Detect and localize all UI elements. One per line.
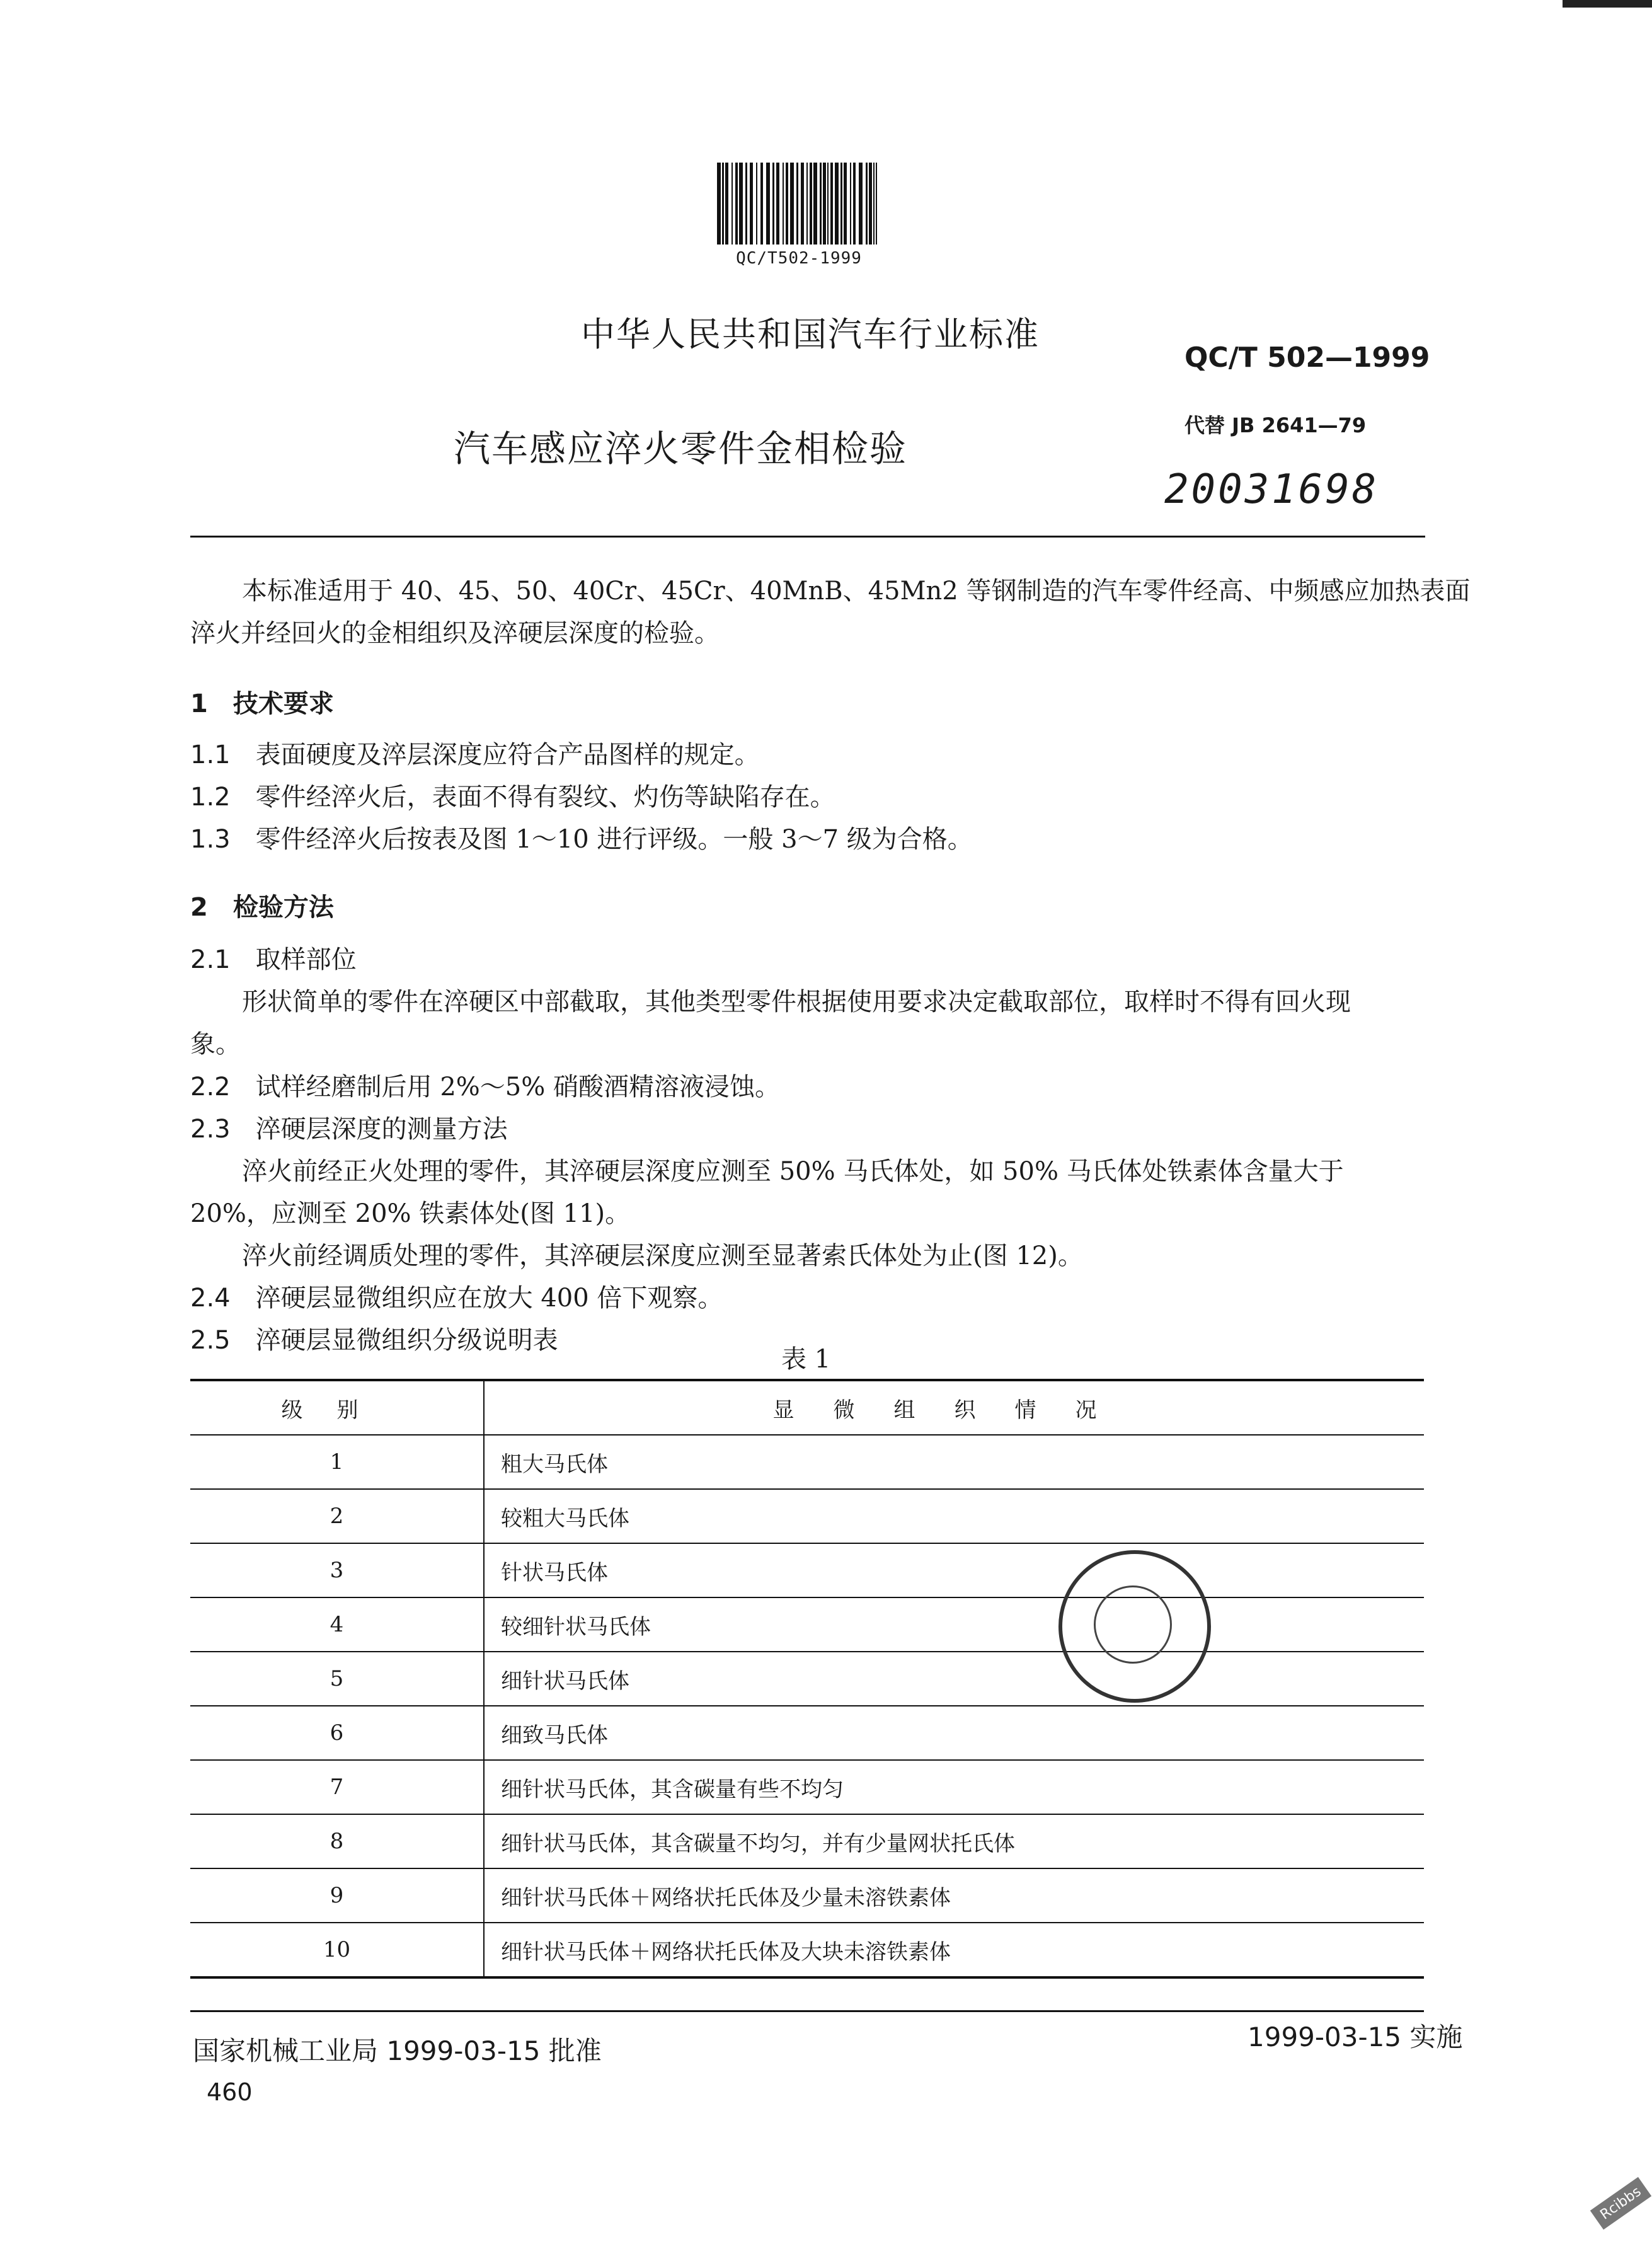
seal-stamp (1058, 1550, 1211, 1703)
item-text: 表面硬度及淬层深度应符合产品图样的规定。 (255, 740, 760, 769)
item-num: 2.4 (190, 1284, 231, 1313)
item-2-2 (190, 1065, 780, 1109)
cell-description: 较粗大马氏体 (484, 1489, 1424, 1543)
cell-level: 7 (190, 1760, 484, 1814)
cell-description: 针状马氏体 (484, 1543, 1424, 1597)
item-num: 2.1 (190, 945, 231, 974)
cell-level: 6 (190, 1706, 484, 1760)
cell-level: 10 (190, 1923, 484, 1977)
table-title: 表 1 (781, 1345, 831, 1374)
barcode-text: QC/T502-1999 (736, 249, 862, 268)
section-1-heading: 1 技术要求 (190, 689, 334, 718)
cell-description: 细致马氏体 (484, 1706, 1424, 1760)
cell-description: 粗大马氏体 (484, 1435, 1424, 1489)
standard-type: 中华人民共和国汽车行业标准 (581, 314, 1040, 354)
item-num: 2.3 (190, 1115, 231, 1144)
cell-description: 细针状马氏体，其含碳量不均匀，并有少量网状托氏体 (484, 1814, 1424, 1868)
item-2-1 (190, 938, 357, 982)
item-num: 2.5 (190, 1326, 231, 1355)
cell-level: 8 (190, 1814, 484, 1868)
intro-line-1: 本标准适用于 40、45、50、40Cr、45Cr、40MnB、45Mn2 等钢制造的汽车零件经高、中频感应加热表面 (242, 577, 1471, 606)
table-row (190, 1652, 1424, 1706)
item-2-4 (190, 1276, 723, 1320)
item-title: 淬硬层深度的测量方法 (255, 1115, 508, 1144)
cell-description: 细针状马氏体＋网络状托氏体及少量未溶铁素体 (484, 1868, 1424, 1923)
implementation-date: 1999-03-15 实施 (1248, 2022, 1463, 2052)
cell-description: 较细针状马氏体 (484, 1597, 1424, 1652)
table-row (190, 1760, 1424, 1814)
approval-note: 国家机械工业局 1999-03-15 批准 (193, 2035, 602, 2066)
item-title: 取样部位 (255, 945, 357, 974)
grading-table (190, 1379, 1424, 1979)
doc-number: QC/T 502—1999 (1185, 342, 1430, 374)
handwritten-number: 20031698 (1164, 466, 1379, 513)
table-row (190, 1706, 1424, 1760)
item-num: 1.2 (190, 783, 231, 812)
table-row (190, 1597, 1424, 1652)
item-1-1 (190, 733, 760, 777)
header-level: 级别 (190, 1380, 484, 1435)
table-row (190, 1543, 1424, 1597)
header-description: 显微组织情况 (484, 1380, 1424, 1435)
item-2-3-line-3: 淬火前经调质处理的零件，其淬硬层深度应测至显著索氏体处为止(图 12)。 (242, 1241, 1083, 1270)
table-row (190, 1435, 1424, 1489)
cell-level: 5 (190, 1652, 484, 1706)
cell-level: 2 (190, 1489, 484, 1543)
barcode (717, 163, 877, 245)
cell-level: 1 (190, 1435, 484, 1489)
item-text: 淬硬层显微组织分级说明表 (255, 1326, 558, 1355)
footer-rule (190, 2010, 1424, 2012)
item-1-3 (190, 817, 973, 861)
item-2-3-line-2: 20%，应测至 20% 铁素体处(图 11)。 (190, 1199, 631, 1228)
item-2-1-line-2: 象。 (190, 1030, 241, 1059)
item-text: 淬硬层显微组织应在放大 400 倍下观察。 (255, 1284, 723, 1313)
item-text: 零件经淬火后按表及图 1～10 进行评级。一般 3～7 级为合格。 (255, 825, 973, 854)
item-2-3-line-1: 淬火前经正火处理的零件，其淬硬层深度应测至 50% 马氏体处，如 50% 马氏体处铁素体含量大于 (242, 1157, 1344, 1186)
cell-description: 细针状马氏体＋网络状托氏体及大块未溶铁素体 (484, 1923, 1424, 1977)
intro-line-2: 淬火并经回火的金相组织及淬硬层深度的检验。 (190, 619, 720, 648)
doc-title: 汽车感应淬火零件金相检验 (453, 427, 907, 470)
cell-level: 3 (190, 1543, 484, 1597)
cell-description: 细针状马氏体，其含碳量有些不均匀 (484, 1760, 1424, 1814)
item-2-1-line-1: 形状简单的零件在淬硬区中部截取，其他类型零件根据使用要求决定截取部位，取样时不得有回火现 (242, 987, 1351, 1016)
cell-level: 4 (190, 1597, 484, 1652)
item-text: 试样经磨制后用 2%～5% 硝酸酒精溶液浸蚀。 (255, 1073, 780, 1102)
item-num: 2.2 (190, 1073, 231, 1102)
page-number: 460 (207, 2078, 253, 2106)
table-row (190, 1923, 1424, 1977)
table-row (190, 1868, 1424, 1923)
replaces-note: 代替 JB 2641—79 (1185, 413, 1367, 437)
watermark-logo: Rcibbs (1590, 2177, 1651, 2230)
header-rule (190, 536, 1425, 538)
item-2-3 (190, 1107, 508, 1151)
cell-description: 细针状马氏体 (484, 1652, 1424, 1706)
item-num: 1.1 (190, 740, 231, 769)
section-2-heading: 2 检验方法 (190, 893, 334, 922)
table-row (190, 1814, 1424, 1868)
table-row (190, 1489, 1424, 1543)
item-2-5 (190, 1318, 558, 1362)
cell-level: 9 (190, 1868, 484, 1923)
item-text: 零件经淬火后，表面不得有裂纹、灼伤等缺陷存在。 (255, 783, 835, 812)
scan-mark (1563, 0, 1652, 8)
item-num: 1.3 (190, 825, 231, 854)
table-header-row (190, 1380, 1424, 1435)
item-1-2 (190, 775, 835, 819)
